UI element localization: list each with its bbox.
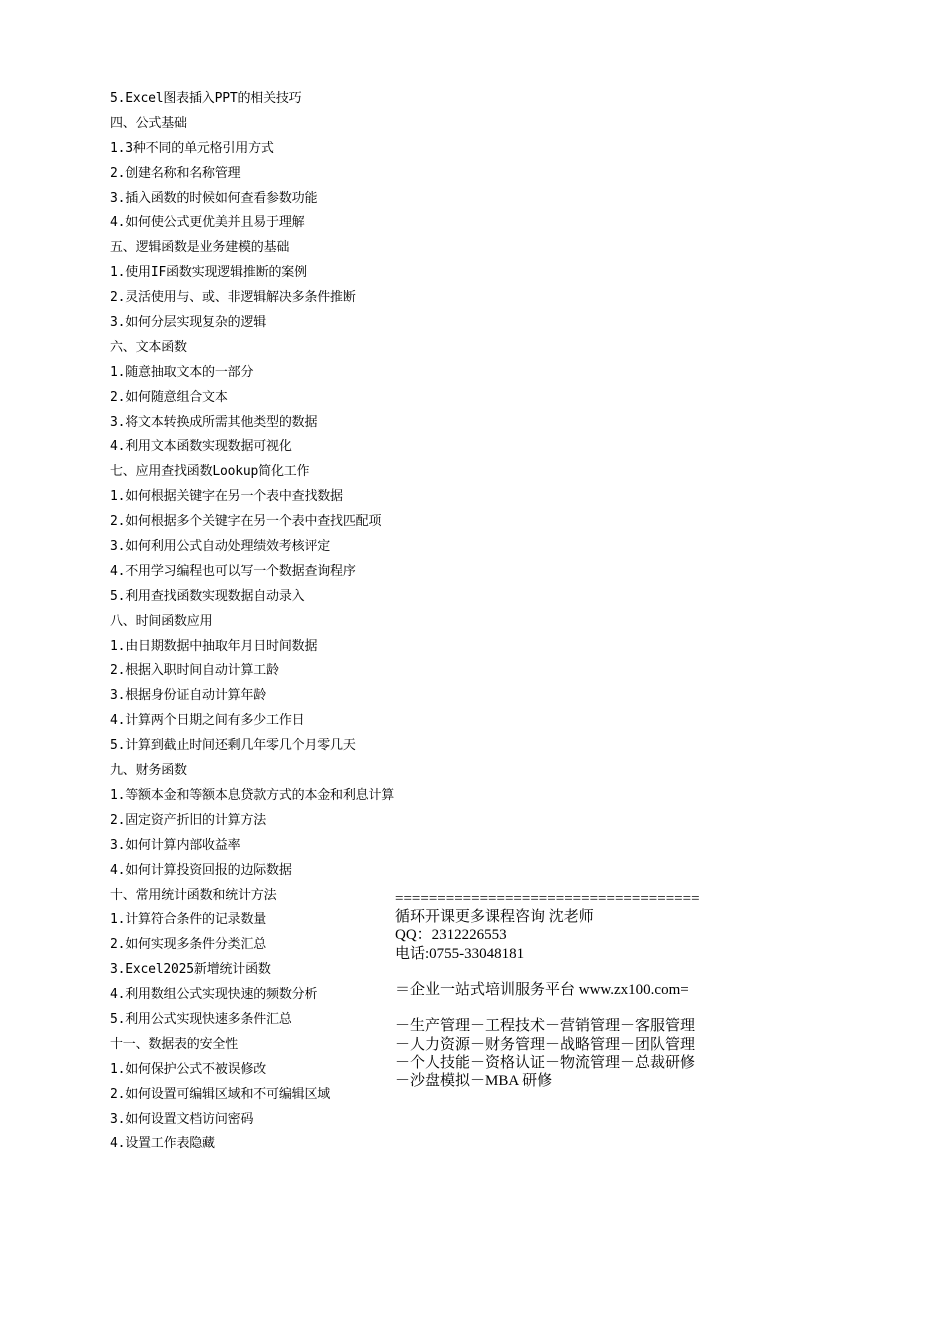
blank-line xyxy=(395,963,745,981)
outline-item: 2.灵活使用与、或、非逻辑解决多条件推断 xyxy=(110,290,356,306)
category-line: －个人技能－资格认证－物流管理－总裁研修 xyxy=(395,1054,696,1071)
outline-item: 4.设置工作表隐藏 xyxy=(110,1136,215,1152)
outline-item: 1.等额本金和等额本息贷款方式的本金和利息计算 xyxy=(110,787,395,803)
outline-item: 3.插入函数的时候如何查看参数功能 xyxy=(110,190,318,206)
outline-item: 2.如何实现多条件分类汇总 xyxy=(110,937,267,953)
outline-section-heading: 九、财务函数 xyxy=(110,763,187,779)
outline-item: 1.3种不同的单元格引用方式 xyxy=(110,140,274,156)
outline-item: 4.如何使公式更优美并且易于理解 xyxy=(110,215,305,231)
outline-item: 4.利用文本函数实现数据可视化 xyxy=(110,439,292,455)
outline-item: 5.利用查找函数实现数据自动录入 xyxy=(110,588,305,604)
course-outline xyxy=(110,87,440,1157)
outline-item: 5.利用公式实现快速多条件汇总 xyxy=(110,1011,292,1027)
phone-line: 电话:0755-33048181 xyxy=(395,945,525,962)
category-line: －人力资源－财务管理－战略管理－团队管理 xyxy=(395,1036,696,1053)
outline-item: 2.创建名称和名称管理 xyxy=(110,165,241,181)
outline-item: 2.根据入职时间自动计算工龄 xyxy=(110,663,279,679)
platform-line: ＝企业一站式培训服务平台 www.zx100.com= xyxy=(395,982,689,998)
separator-line: ==================================== xyxy=(395,891,700,907)
outline-section-heading: 五、逻辑函数是业务建模的基础 xyxy=(110,240,290,256)
outline-item: 3.将文本转换成所需其他类型的数据 xyxy=(110,414,318,430)
consult-line: 循环开课更多课程咨询 沈老师 xyxy=(395,909,594,926)
category-line: －沙盘模拟－MBA 研修 xyxy=(395,1073,553,1089)
outline-item: 5.计算到截止时间还剩几年零几个月零几天 xyxy=(110,738,356,754)
outline-item: 2.如何根据多个关键字在另一个表中查找匹配项 xyxy=(110,514,382,530)
outline-section-heading: 七、应用查找函数Lookup简化工作 xyxy=(110,464,310,480)
blank-line xyxy=(395,999,745,1017)
outline-item: 5.Excel图表插入PPT的相关技巧 xyxy=(110,91,302,106)
contact-notice xyxy=(395,890,745,1090)
outline-item: 1.随意抽取文本的一部分 xyxy=(110,364,254,380)
outline-section-heading: 六、文本函数 xyxy=(110,339,187,355)
outline-item: 3.如何分层实现复杂的逻辑 xyxy=(110,315,267,331)
outline-item: 1.使用IF函数实现逻辑推断的案例 xyxy=(110,265,307,281)
outline-section-heading: 十一、数据表的安全性 xyxy=(110,1036,239,1052)
outline-item: 3.如何计算内部收益率 xyxy=(110,837,241,853)
outline-item: 3.根据身份证自动计算年龄 xyxy=(110,688,267,704)
outline-item: 1.如何保护公式不被误修改 xyxy=(110,1061,267,1077)
category-line: －生产管理－工程技术－营销管理－客服管理 xyxy=(395,1018,696,1035)
outline-item: 2.如何设置可编辑区域和不可编辑区域 xyxy=(110,1086,331,1102)
outline-item: 2.固定资产折旧的计算方法 xyxy=(110,812,267,828)
outline-item: 1.计算符合条件的记录数量 xyxy=(110,912,267,928)
outline-section-heading: 十、常用统计函数和统计方法 xyxy=(110,887,277,903)
outline-item: 3.如何利用公式自动处理绩效考核评定 xyxy=(110,539,331,555)
outline-item: 4.如何计算投资回报的边际数据 xyxy=(110,862,292,878)
outline-section-heading: 八、时间函数应用 xyxy=(110,613,213,629)
outline-item: 3.如何设置文档访问密码 xyxy=(110,1111,254,1127)
outline-section-heading: 四、公式基础 xyxy=(110,115,187,131)
qq-line: QQ：2312226553 xyxy=(395,927,507,944)
outline-item: 4.利用数组公式实现快速的频数分析 xyxy=(110,987,318,1003)
outline-item: 1.由日期数据中抽取年月日时间数据 xyxy=(110,638,318,654)
outline-item: 1.如何根据关键字在另一个表中查找数据 xyxy=(110,489,343,505)
outline-item: 4.计算两个日期之间有多少工作日 xyxy=(110,713,305,729)
outline-item: 2.如何随意组合文本 xyxy=(110,389,228,405)
outline-item: 3.Excel2025新增统计函数 xyxy=(110,962,271,978)
outline-item: 4.不用学习编程也可以写一个数据查询程序 xyxy=(110,563,356,579)
